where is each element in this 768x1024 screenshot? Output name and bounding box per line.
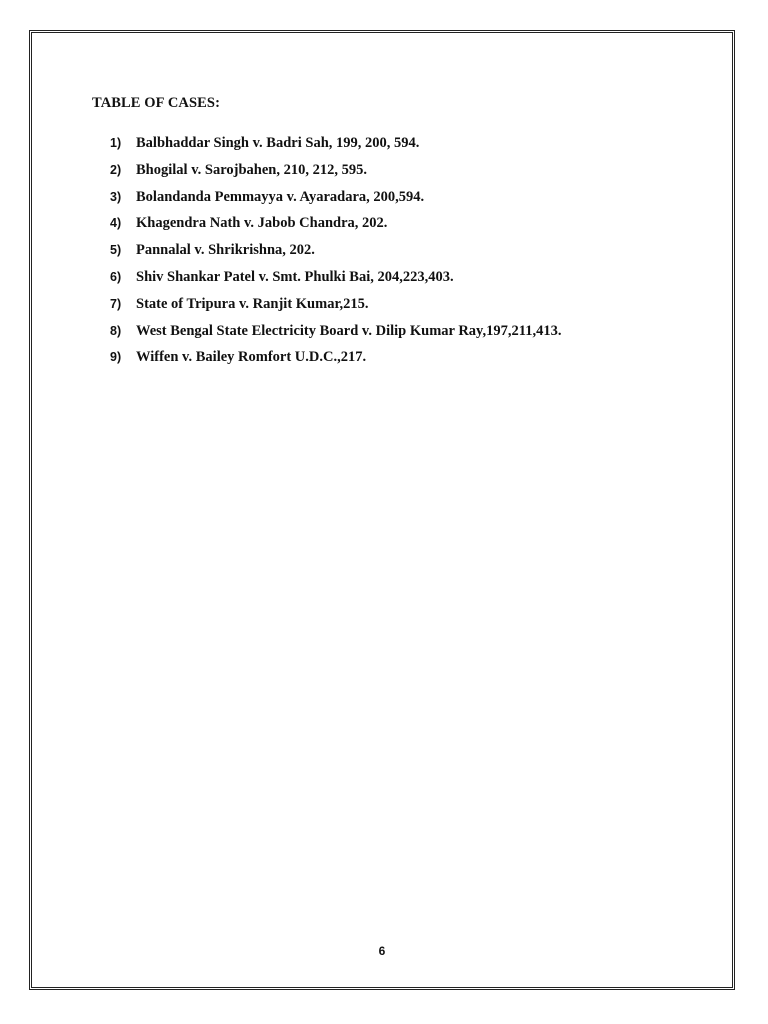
case-citation: Balbhaddar Singh v. Badri Sah, 199, 200, 594. bbox=[136, 135, 420, 151]
case-item bbox=[110, 269, 561, 296]
case-item bbox=[110, 349, 561, 376]
case-number: 1) bbox=[110, 136, 122, 150]
case-number: 7) bbox=[110, 296, 122, 311]
case-citation: Bolandanda Pemmayya v. Ayaradara, 200,594. bbox=[136, 188, 425, 205]
case-citation: Bhogilal v. Sarojbahen, 210, 212, 595. bbox=[136, 161, 367, 178]
case-citation: Shiv Shankar Patel v. Smt. Phulki Bai, 204,223,403. bbox=[136, 268, 454, 285]
case-citation: West Bengal State Electricity Board v. Dilip Kumar Ray,197,211,413. bbox=[136, 322, 562, 339]
case-item bbox=[110, 162, 561, 189]
case-number: 6) bbox=[110, 269, 122, 284]
case-citation: Wiffen v. Bailey Romfort U.D.C.,217. bbox=[136, 349, 367, 366]
case-list bbox=[110, 135, 561, 376]
case-number: 5) bbox=[110, 243, 122, 258]
case-item bbox=[110, 242, 561, 269]
case-number: 3) bbox=[110, 189, 122, 204]
case-citation: Pannalal v. Shrikrishna, 202. bbox=[136, 242, 315, 259]
case-item bbox=[110, 215, 561, 242]
case-citation: State of Tripura v. Ranjit Kumar,215. bbox=[136, 295, 369, 312]
case-item bbox=[110, 135, 561, 162]
section-heading: TABLE OF CASES: bbox=[92, 95, 220, 111]
case-number: 9) bbox=[110, 350, 122, 365]
case-item bbox=[110, 189, 561, 216]
page-number: 6 bbox=[378, 944, 386, 958]
document-page bbox=[29, 30, 735, 990]
case-item bbox=[110, 296, 561, 323]
case-number: 4) bbox=[110, 216, 122, 231]
case-item bbox=[110, 323, 561, 350]
case-number: 2) bbox=[110, 162, 122, 177]
case-number: 8) bbox=[110, 323, 122, 338]
case-citation: Khagendra Nath v. Jabob Chandra, 202. bbox=[136, 215, 388, 232]
